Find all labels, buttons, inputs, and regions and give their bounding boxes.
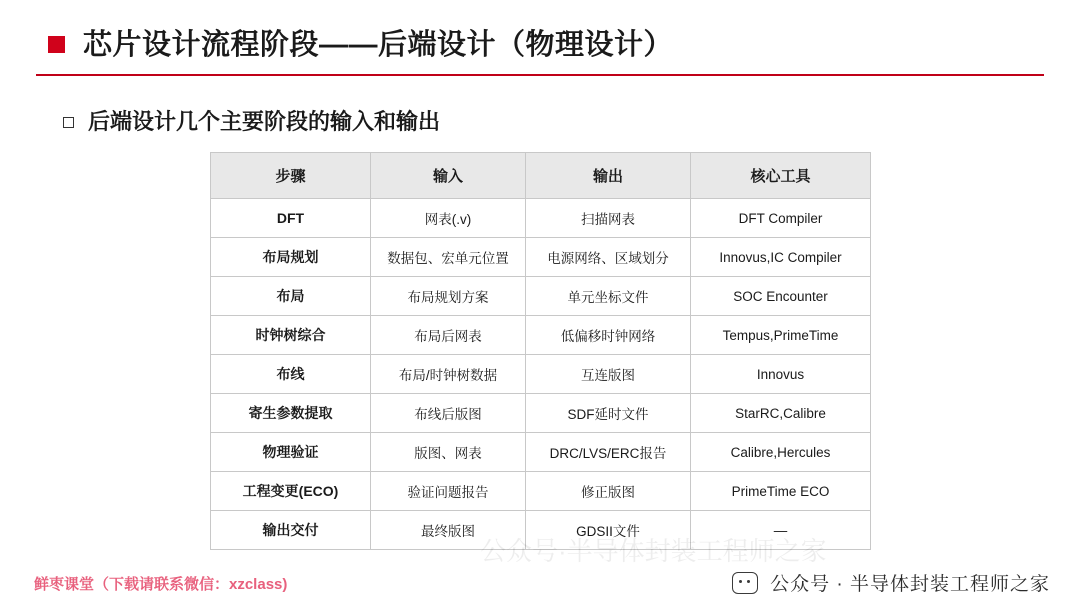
table-cell-output: 互连版图 <box>526 355 691 394</box>
table-cell-step: 时钟树综合 <box>211 316 371 355</box>
table-cell-step: 物理验证 <box>211 433 371 472</box>
table-cell-tool: Innovus <box>691 355 871 394</box>
table-cell-tool: Tempus,PrimeTime <box>691 316 871 355</box>
table-cell-tool: — <box>691 511 871 550</box>
table-cell-step: 输出交付 <box>211 511 371 550</box>
table-cell-step: 工程变更(ECO) <box>211 472 371 511</box>
table-cell-output: DRC/LVS/ERC报告 <box>526 433 691 472</box>
table-row <box>211 316 871 355</box>
table-row <box>211 394 871 433</box>
table-row <box>211 472 871 511</box>
table-row <box>211 511 871 550</box>
table-cell-tool: SOC Encounter <box>691 277 871 316</box>
table-header-cell: 步骤 <box>211 153 371 199</box>
footer-brand-text: 公众号 · 半导体封装工程师之家 <box>770 574 1050 595</box>
table-cell-output: 单元坐标文件 <box>526 277 691 316</box>
table-cell-input: 版图、网表 <box>371 433 526 472</box>
table-header-cell: 输出 <box>526 153 691 199</box>
stages-table <box>210 152 871 550</box>
table-cell-input: 布线后版图 <box>371 394 526 433</box>
square-bullet-icon <box>48 36 65 53</box>
table-cell-step: 布局 <box>211 277 371 316</box>
table-cell-output: 修正版图 <box>526 472 691 511</box>
table-cell-output: 扫描网表 <box>526 199 691 238</box>
table-cell-step: 布局规划 <box>211 238 371 277</box>
table-cell-input: 数据包、宏单元位置 <box>371 238 526 277</box>
table-row <box>211 355 871 394</box>
table-cell-output: GDSII文件 <box>526 511 691 550</box>
table-cell-tool: Calibre,Hercules <box>691 433 871 472</box>
footer-brand <box>732 569 1050 596</box>
table-row <box>211 277 871 316</box>
table-cell-input: 布局规划方案 <box>371 277 526 316</box>
table-cell-tool: Innovus,IC Compiler <box>691 238 871 277</box>
table-cell-input: 布局/时钟树数据 <box>371 355 526 394</box>
table-cell-step: 寄生参数提取 <box>211 394 371 433</box>
table-cell-tool: DFT Compiler <box>691 199 871 238</box>
table-cell-output: 低偏移时钟网络 <box>526 316 691 355</box>
wechat-icon <box>732 572 758 594</box>
hollow-square-bullet-icon <box>63 117 74 128</box>
footer-left-text: 鲜枣课堂（下载请联系微信：xzclass) <box>34 576 288 593</box>
table-cell-tool: StarRC,Calibre <box>691 394 871 433</box>
table-cell-step: 布线 <box>211 355 371 394</box>
watermark-text: 公众号·半导体封装工程师之家 <box>480 536 827 566</box>
table-cell-input: 验证问题报告 <box>371 472 526 511</box>
table-cell-input: 布局后网表 <box>371 316 526 355</box>
table-header-cell: 核心工具 <box>691 153 871 199</box>
page-title <box>48 22 673 63</box>
stages-table-container <box>210 152 870 550</box>
section-subtitle <box>63 105 440 136</box>
table-cell-input: 网表(.v) <box>371 199 526 238</box>
table-row <box>211 199 871 238</box>
table-row <box>211 238 871 277</box>
table-header-row <box>211 153 871 199</box>
table-cell-input: 最终版图 <box>371 511 526 550</box>
table-cell-output: 电源网络、区域划分 <box>526 238 691 277</box>
table-header-cell: 输入 <box>371 153 526 199</box>
title-divider <box>36 74 1044 76</box>
section-subtitle-text: 后端设计几个主要阶段的输入和输出 <box>88 109 441 134</box>
table-cell-step: DFT <box>211 199 371 238</box>
table-cell-tool: PrimeTime ECO <box>691 472 871 511</box>
table-row <box>211 433 871 472</box>
table-cell-output: SDF延时文件 <box>526 394 691 433</box>
page-title-text: 芯片设计流程阶段——后端设计（物理设计） <box>83 29 674 61</box>
